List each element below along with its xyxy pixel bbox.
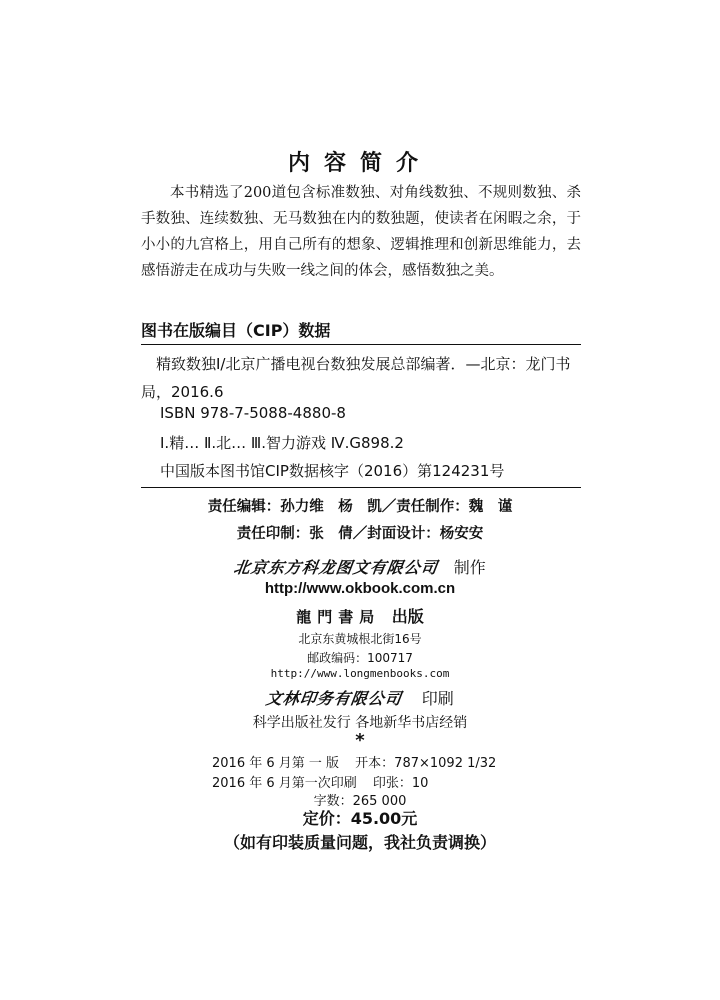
format: 开本：787×1092 1/32 [355,756,497,771]
cip-top-rule [141,344,581,345]
separator-star: * [355,730,365,751]
cip-classification: Ⅰ.精… Ⅱ.北… Ⅲ.智力游戏 Ⅳ.G898.2 [160,434,404,452]
cip-isbn: ISBN 978-7-5088-4880-8 [160,404,346,422]
credits-line-1: 责任编辑：孙力维 杨 凯／责任制作：魏 谨 [207,499,513,515]
printing-line [212,772,428,791]
distribution-line: 科学出版社发行 各地新华书店经销 [252,715,468,731]
credits-line-2: 责任印制：张 倩／封面设计：杨安安 [236,526,484,542]
price: 定价：45.00元 [302,809,418,828]
publisher-postcode: 邮政编码：100717 [307,651,413,665]
cip-heading: 图书在版编目（CIP）数据 [141,321,331,340]
printer-role: 印刷 [421,689,454,708]
cip-bottom-rule [141,487,581,488]
word-count: 字数：265 000 [313,794,407,809]
producer-row [0,555,720,578]
publisher-address: 北京东黄城根北街16号 [298,632,422,646]
producer-url: http://www.okbook.com.cn [264,580,456,597]
sheets: 印张：10 [372,776,429,791]
summary-title: 内容简介 [287,151,432,176]
cip-record-number: 中国版本图书馆CIP数据核字（2016）第124231号 [160,462,505,480]
cip-title-line: 精致数独Ⅰ/北京广播电视台数独发展总部编著．—北京：龙门书局，2016.6 [141,355,571,401]
publisher-url: http://www.longmenbooks.com [270,667,450,680]
publisher-name: 龍門書局 [296,608,381,626]
publisher-role: 出版 [391,607,424,626]
producer-name: 北京东方科龙图文有限公司 [232,558,440,577]
edition-line [212,752,496,771]
printer-row [0,686,720,709]
producer-role: 制作 [453,558,486,577]
publisher-row [0,604,720,627]
printing: 2016 年 6 月第一次印刷 [212,776,357,791]
edition: 2016 年 6 月第 一 版 [212,756,340,771]
quality-note: （如有印装质量问题，我社负责调换） [223,833,496,852]
summary-text-block [141,180,581,284]
printer-name: 文林印务有限公司 [264,689,404,708]
summary-text: 本书精选了200道包含标准数独、对角线数独、不规则数独、杀手数独、连续数独、无马数独在内的数独题，使读者在闲暇之余，于小小的九宫格上，用自己所有的想象、逻辑推理和创新思维能力，去感悟游走在成功与失败一线之间的体会，感悟数独之美。 [141,185,581,279]
